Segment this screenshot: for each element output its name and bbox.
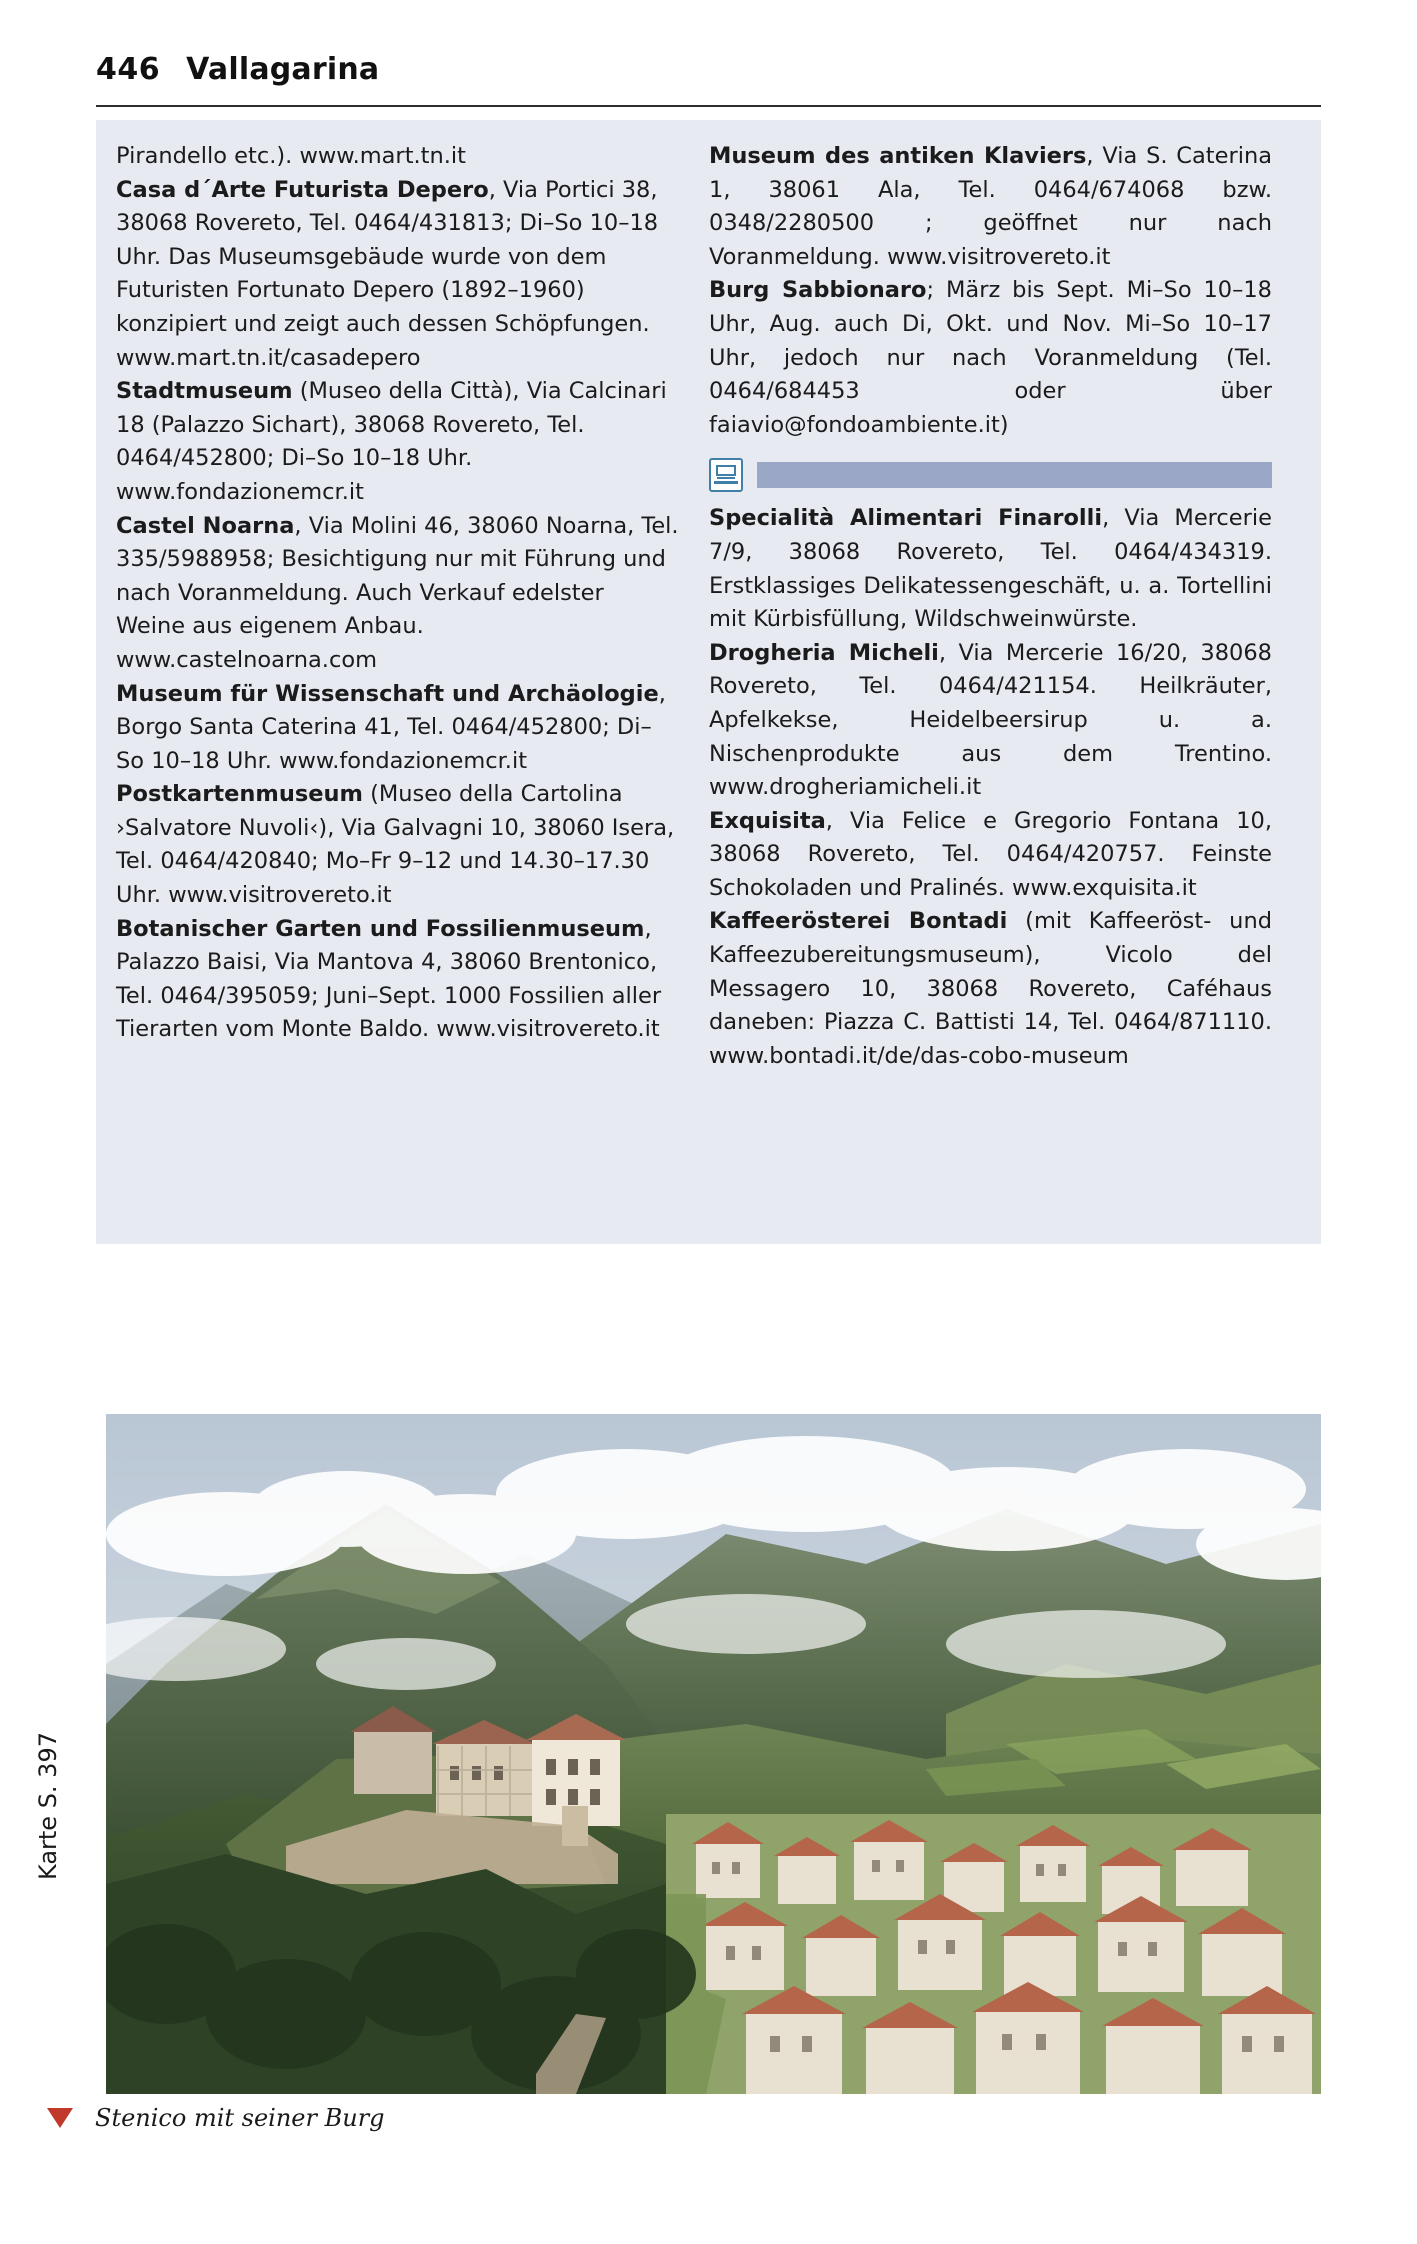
list-item (116, 510, 679, 678)
info-left-column (116, 140, 679, 1073)
shopping-store-icon (709, 458, 743, 492)
page-title: Vallagarina (186, 52, 380, 87)
map-reference-tab: Karte S. 397 (34, 1732, 62, 1880)
photo-caption-row (47, 2104, 747, 2132)
entry-text: , Via Molini 46, 38060 Noarna, Tel. 335/5988958; Besichtigung nur mit Führung und nach Voranmeldung. Auch Verkauf edelster Weine aus eigenem Anbau. www.castelnoarna.com (116, 512, 679, 673)
list-item (709, 140, 1272, 274)
photo-illustration (106, 1414, 1321, 2094)
entry-title: Exquisita (709, 807, 826, 834)
entry-text: , Via Mercerie 16/20, 38068 Rovereto, Tel. 0464/421154. Heilkräuter, Apfelkekse, Heidelbeersirup u. a. Nischenprodukte aus dem Trentino. www.drogheriamicheli.it (709, 639, 1272, 801)
entry-title: Castel Noarna (116, 512, 295, 539)
entry-title: Stadtmuseum (116, 378, 293, 405)
entry-text: , Via Felice e Gregorio Fontana 10, 38068 Rovereto, Tel. 0464/420757. Feinste Schokoladen und Pralinés. www.exquisita.it (709, 807, 1272, 901)
entry-title: Botanischer Garten und Fossilienmuseum (116, 915, 645, 942)
entry-title: Museum für Wissenschaft und Archäologie (116, 680, 659, 707)
list-item (116, 678, 679, 779)
info-box (96, 120, 1321, 1244)
entry-text: ; März bis Sept. Mi–So 10–18 Uhr, Aug. auch Di, Okt. und Nov. Mi–So 10–17 Uhr, jedoch nur nach Voranmeldung (Tel. 0464/684453 oder über faiavio@fondoambiente.it) (709, 277, 1273, 438)
entry-title: Burg Sabbionaro (709, 277, 927, 304)
category-bar (709, 458, 1272, 492)
entry-text: , Via Mercerie 7/9, 38068 Rovereto, Tel. 0464/434319. Erstklassiges Delikatessengeschäft, u. a. Tortellini mit Kürbisfüllung, Wildschweinwürste. (709, 505, 1272, 633)
list-item (116, 778, 679, 912)
category-bar-fill (757, 462, 1272, 488)
entry-text: (Museo della Cartolina ›Salvatore Nuvoli‹), Via Galvagni 10, 38060 Isera, Tel. 0464/420840; Mo–Fr 9–12 und 14.30–17.30 Uhr. www.visitrovereto.it (116, 781, 675, 909)
entry-text: Pirandello etc.). www.mart.tn.it (116, 143, 466, 169)
list-item (116, 913, 679, 1047)
entry-title: Drogheria Micheli (709, 639, 939, 666)
page-header (96, 52, 1321, 87)
entry-title: Kaffeerösterei Bontadi (709, 908, 1008, 935)
list-item (709, 274, 1272, 442)
entry-title: Postkartenmuseum (116, 781, 363, 808)
red-triangle-icon (47, 2108, 73, 2128)
list-item (709, 637, 1272, 805)
info-box-columns (96, 120, 1321, 1073)
entry-title: Museum des antiken Klaviers (709, 143, 1087, 169)
list-item (116, 140, 679, 174)
entry-text: (Museo della Città), Via Calcinari 18 (Palazzo Sichart), 38068 Rovereto, Tel. 0464/452800; Di–So 10–18 Uhr. www.fondazionemcr.it (116, 378, 667, 505)
entry-text: , Via S. Caterina 1, 38061 Ala, Tel. 0464/674068 bzw. 0348/2280500 ; geöffnet nur nach Voranmeldung. www.visitrovereto.it (709, 143, 1272, 270)
info-right-column (709, 140, 1272, 1073)
list-item (709, 905, 1272, 1073)
entry-text: (mit Kaffeeröst- und Kaffeezubereitungsmuseum), Vicolo del Messagero 10, 38068 Rovereto, Caféhaus daneben: Piazza C. Battisti 14, Tel. 0464/871110. www.bontadi.it/de/das-cobo-museum (709, 908, 1272, 1069)
photo-caption: Stenico mit seiner Burg (95, 2104, 385, 2132)
page-number: 446 (96, 52, 161, 87)
entry-title: Specialità Alimentari Finarolli (709, 505, 1103, 532)
list-item (709, 805, 1272, 906)
entry-text: , Via Portici 38, 38068 Rovereto, Tel. 0464/431813; Di–So 10–18 Uhr. Das Museumsgebäude wurde von dem Futuristen Fortunato Depero (1892–1960) konzipiert und zeigt auch dessen Schöpfungen. www.mart.tn.it/casadepero (116, 176, 659, 371)
list-item (709, 502, 1272, 636)
entry-title: Casa d´Arte Futurista Depero (116, 176, 489, 203)
entry-text: , Palazzo Baisi, Via Mantova 4, 38060 Brentonico, Tel. 0464/395059; Juni–Sept. 1000 Fossilien aller Tierarten vom Monte Baldo. www.visitrovereto.it (116, 915, 662, 1043)
photo-stenico-castle (106, 1414, 1321, 2094)
list-item (116, 375, 679, 509)
header-divider (96, 105, 1321, 107)
entry-text: , Borgo Santa Caterina 41, Tel. 0464/452800; Di–So 10–18 Uhr. www.fondazionemcr.it (116, 680, 666, 774)
list-item (116, 174, 679, 376)
